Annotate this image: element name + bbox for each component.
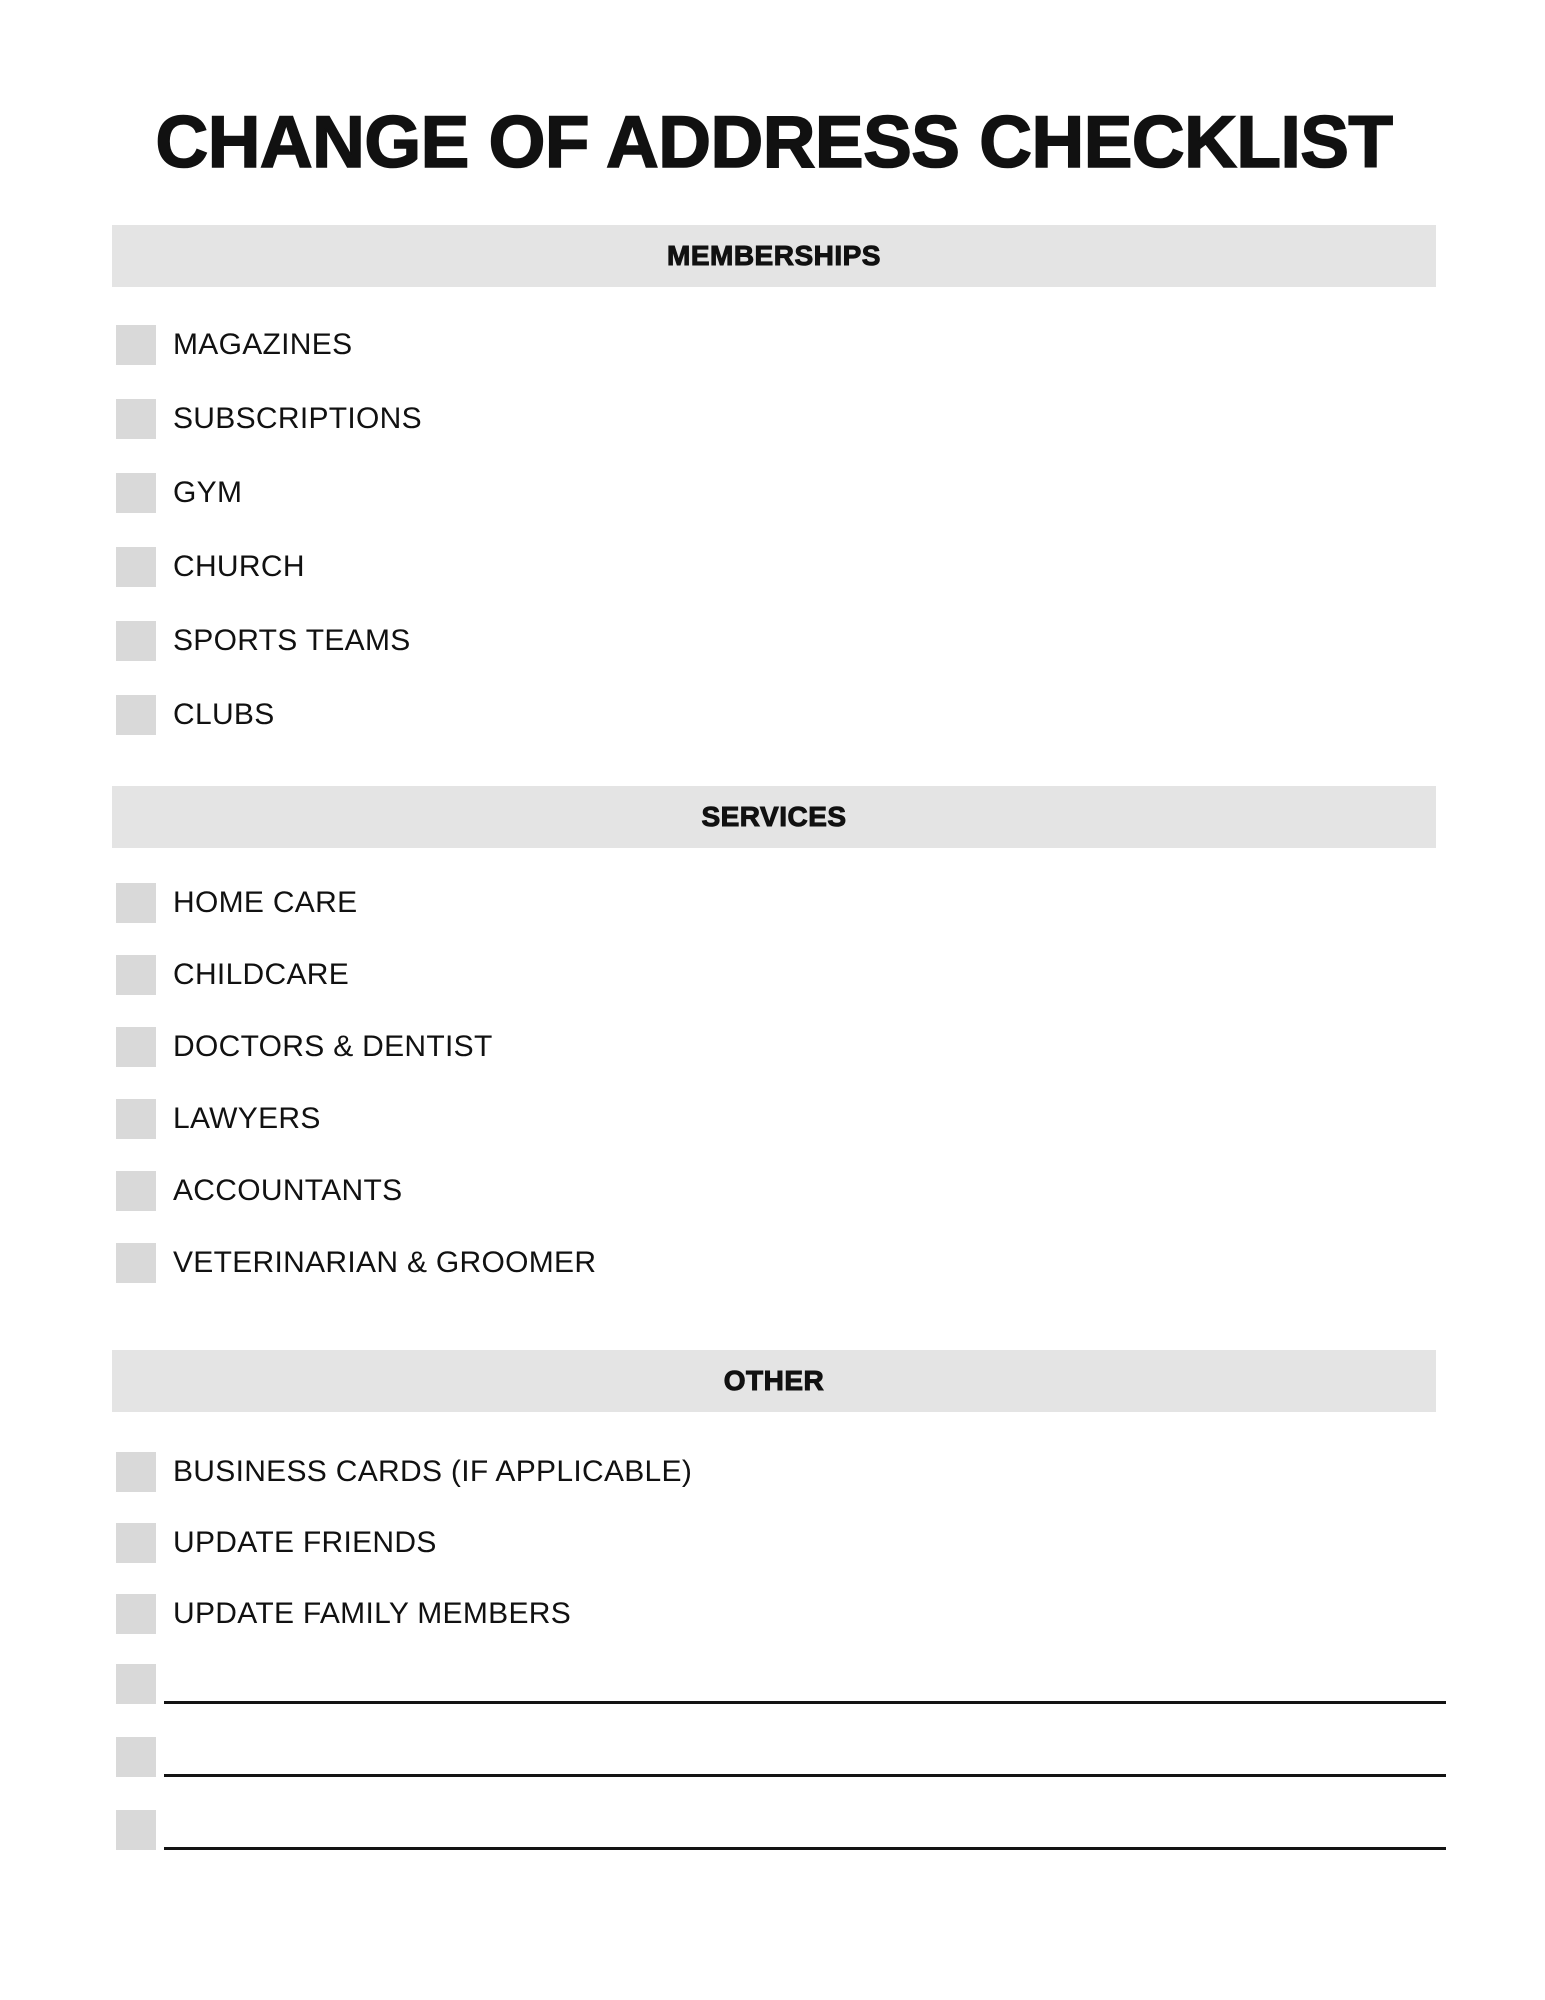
- blank-checklist-row: [116, 1810, 1446, 1850]
- checklist-item-clubs: [116, 695, 1446, 735]
- item-label: GYM: [173, 476, 243, 509]
- checklist-item-home-care: [116, 883, 1446, 923]
- checklist-item-subscriptions: [116, 399, 1446, 439]
- item-label: BUSINESS CARDS (IF APPLICABLE): [173, 1455, 693, 1488]
- checkbox[interactable]: [116, 547, 156, 587]
- item-label: SUBSCRIPTIONS: [173, 402, 422, 435]
- item-label: UPDATE FRIENDS: [173, 1526, 437, 1559]
- checklist-item-update-friends: [116, 1523, 1446, 1563]
- blank-checklist-row: [116, 1664, 1446, 1704]
- checkbox[interactable]: [116, 1523, 156, 1563]
- item-label: DOCTORS & DENTIST: [173, 1030, 493, 1063]
- item-label: CLUBS: [173, 698, 275, 731]
- checkbox[interactable]: [116, 399, 156, 439]
- checkbox[interactable]: [116, 695, 156, 735]
- item-label: ACCOUNTANTS: [173, 1174, 403, 1207]
- item-label: UPDATE FAMILY MEMBERS: [173, 1597, 572, 1630]
- checkbox[interactable]: [116, 473, 156, 513]
- checklist-item-business-cards: [116, 1452, 1446, 1492]
- checkbox[interactable]: [116, 1099, 156, 1139]
- checklist-item-lawyers: [116, 1099, 1446, 1139]
- checklist-item-sports-teams: [116, 621, 1446, 661]
- checkbox[interactable]: [116, 325, 156, 365]
- item-label: HOME CARE: [173, 886, 358, 919]
- write-in-line[interactable]: [164, 1774, 1446, 1777]
- checkbox[interactable]: [116, 955, 156, 995]
- checkbox[interactable]: [116, 1171, 156, 1211]
- item-label: CHILDCARE: [173, 958, 350, 991]
- checklist-item-veterinarian-groomer: [116, 1243, 1446, 1283]
- section-header-memberships: [112, 225, 1436, 287]
- section-header-label: MEMBERSHIPS: [667, 240, 881, 271]
- checklist-item-church: [116, 547, 1446, 587]
- page-title: CHANGE OF ADDRESS CHECKLIST: [155, 102, 1393, 183]
- checkbox[interactable]: [116, 1737, 156, 1777]
- item-label: LAWYERS: [173, 1102, 321, 1135]
- checkbox[interactable]: [116, 621, 156, 661]
- section-header-label: SERVICES: [701, 801, 847, 832]
- checklist-item-magazines: [116, 325, 1446, 365]
- item-label: CHURCH: [173, 550, 305, 583]
- checklist-item-update-family-members: [116, 1594, 1446, 1634]
- memberships-item-list: [116, 325, 1446, 769]
- checklist-item-doctors-dentist: [116, 1027, 1446, 1067]
- checkbox[interactable]: [116, 1594, 156, 1634]
- services-item-list: [116, 883, 1446, 1315]
- write-in-line[interactable]: [164, 1701, 1446, 1704]
- checklist-item-childcare: [116, 955, 1446, 995]
- item-label: SPORTS TEAMS: [173, 624, 411, 657]
- checkbox[interactable]: [116, 1810, 156, 1850]
- checkbox[interactable]: [116, 1664, 156, 1704]
- blank-checklist-row: [116, 1737, 1446, 1777]
- write-in-line[interactable]: [164, 1847, 1446, 1850]
- item-label: MAGAZINES: [173, 328, 353, 361]
- checkbox[interactable]: [116, 1027, 156, 1067]
- checkbox[interactable]: [116, 1452, 156, 1492]
- section-header-services: [112, 786, 1436, 848]
- section-header-label: OTHER: [723, 1365, 825, 1396]
- section-header-other: [112, 1350, 1436, 1412]
- checklist-item-accountants: [116, 1171, 1446, 1211]
- item-label: VETERINARIAN & GROOMER: [173, 1246, 597, 1279]
- checklist-item-gym: [116, 473, 1446, 513]
- checkbox[interactable]: [116, 1243, 156, 1283]
- blank-item-list: [116, 1664, 1446, 1883]
- checkbox[interactable]: [116, 883, 156, 923]
- other-item-list: [116, 1452, 1446, 1665]
